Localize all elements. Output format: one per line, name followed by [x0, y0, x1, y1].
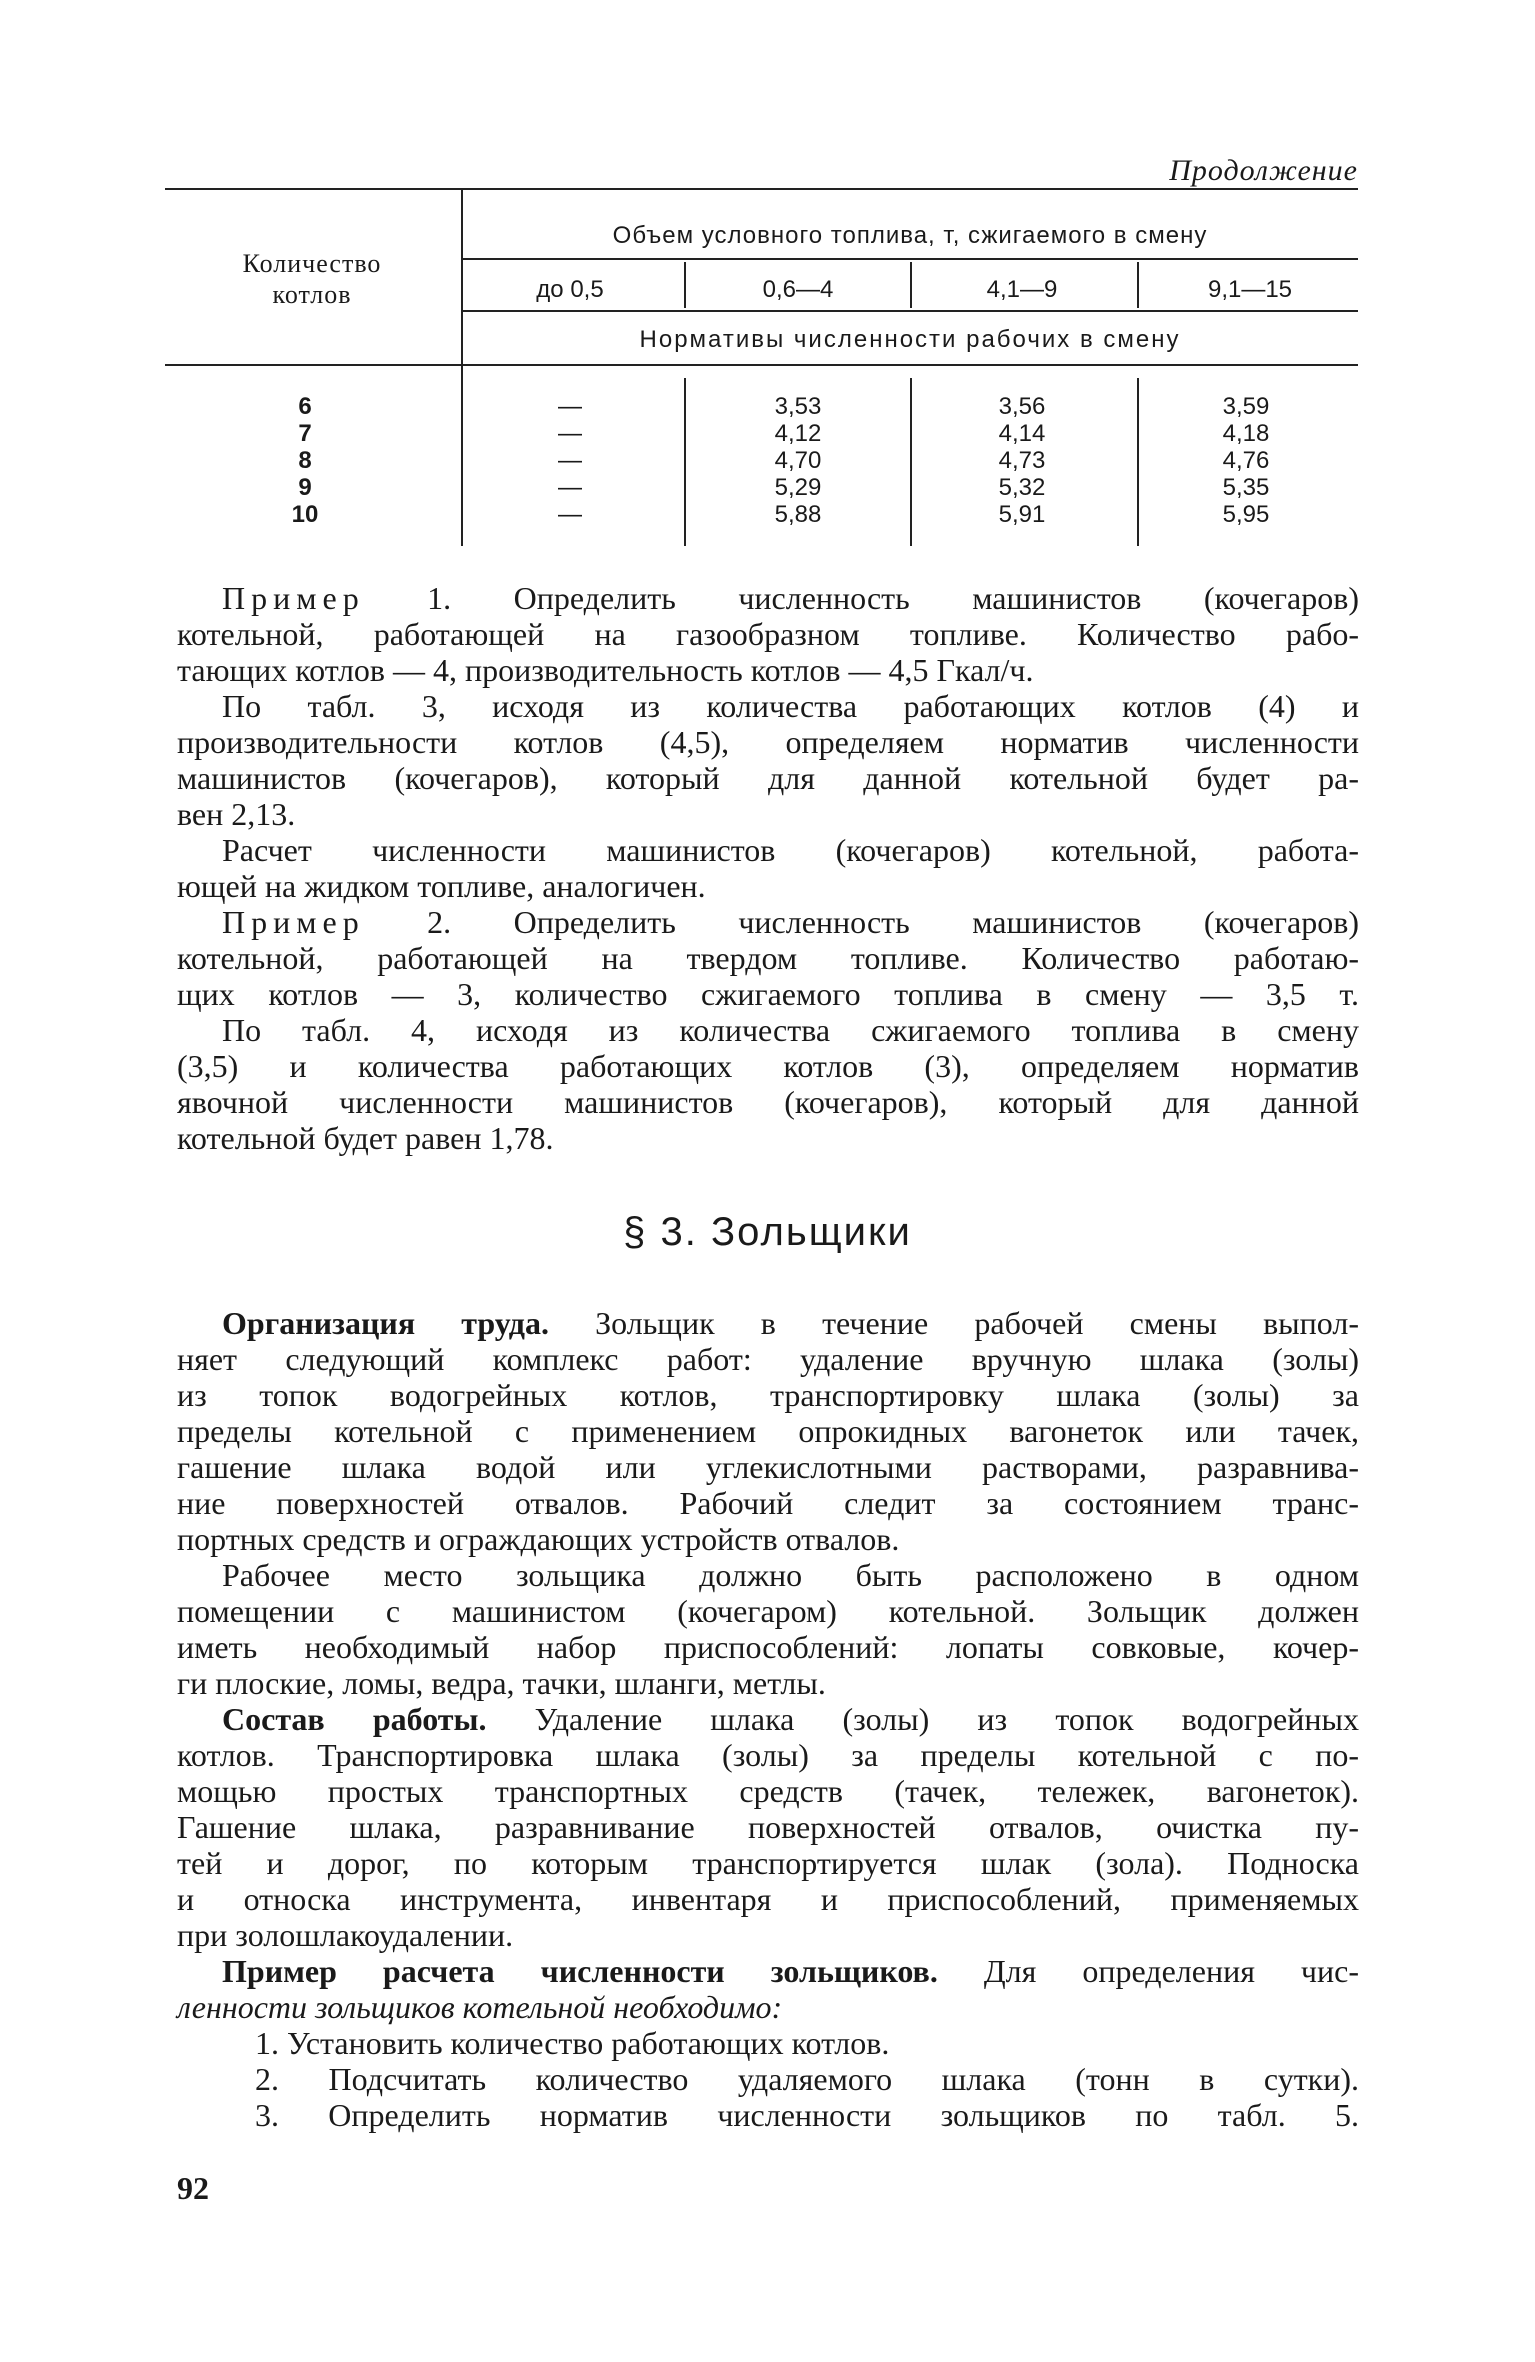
- example-2-lead: Пример: [222, 904, 365, 940]
- table-cell: 5,35: [1222, 474, 1270, 501]
- text-line: Для определения чис-: [937, 1953, 1360, 1989]
- table-cell: 7: [298, 420, 312, 447]
- example-1-paragraph: [177, 580, 1359, 617]
- boilers-header: [165, 248, 459, 310]
- text-line: производительности котлов (4,5), определяем норматив численности: [177, 724, 1359, 760]
- text-line: машинистов (кочегаров), который для данной котельной будет ра-: [177, 760, 1359, 796]
- text-line: явочной численности машинистов (кочегаров), который для данной: [177, 1084, 1359, 1120]
- text-line: 1. Определить численность машинистов (кочегаров): [364, 580, 1359, 616]
- text-line: мощью простых транспортных средств (тачек, тележек, вагонеток).: [177, 1773, 1359, 1809]
- table-cell: 3,56: [998, 393, 1046, 420]
- table-cell: —: [558, 393, 582, 420]
- text-line: пределы котельной с применением опрокидных вагонеток или тачек,: [177, 1413, 1359, 1449]
- table-cell: 4,73: [998, 447, 1046, 474]
- table-cell: 10: [291, 501, 319, 528]
- text-line: котлов. Транспортировка шлака (золы) за пределы котельной с по-: [177, 1737, 1359, 1773]
- work-composition-paragraph: [177, 1701, 1359, 1738]
- text-line: котельной будет равен 1,78.: [177, 1120, 554, 1156]
- step-item: 3. Определить норматив численности зольщиков по табл. 5.: [255, 2097, 1359, 2133]
- text-line: иметь необходимый набор приспособлений: лопаты совковые, кочер-: [177, 1629, 1359, 1665]
- step-item: 1. Установить количество работающих котлов.: [255, 2025, 890, 2061]
- table-cell: 9: [298, 474, 312, 501]
- table-columns-rule: [463, 310, 1358, 312]
- column-header-3: 4,1—9: [986, 276, 1058, 303]
- column-header-1: до 0,5: [536, 276, 604, 303]
- text-line: По табл. 3, исходя из количества работающих котлов (4) и: [222, 688, 1359, 724]
- calculation-lead: Пример расчета численности зольщиков.: [222, 1953, 938, 1989]
- text-line: Расчет численности машинистов (кочегаров) котельной, работа-: [222, 832, 1359, 868]
- text-line: из топок водогрейных котлов, транспортировку шлака (золы) за: [177, 1377, 1359, 1413]
- organization-lead: Организация труда.: [222, 1305, 549, 1341]
- norms-subheader: Нормативы численности рабочих в смену: [639, 326, 1181, 353]
- values-column-4: [1196, 393, 1296, 528]
- table-cell: 4,14: [998, 420, 1046, 447]
- table-cell: —: [558, 420, 582, 447]
- boilers-column: [265, 393, 345, 528]
- continuation-label: Продолжение: [1169, 154, 1358, 187]
- text-line: няет следующий комплекс работ: удаление вручную шлака (золы): [177, 1341, 1359, 1377]
- values-column-3: [972, 393, 1072, 528]
- table-cell: 4,12: [774, 420, 822, 447]
- text-line: котельной, работающей на твердом топливе. Количество работаю-: [177, 940, 1359, 976]
- table-top-rule: [165, 188, 1358, 190]
- text-line: тей и дорог, по которым транспортируется шлак (зола). Подноска: [177, 1845, 1359, 1881]
- table-cell: —: [558, 474, 582, 501]
- text-line: ние поверхностей отвалов. Рабочий следит за состоянием транс-: [177, 1485, 1359, 1521]
- text-line: ющей на жидком топливе, аналогичен.: [177, 868, 706, 904]
- table-cell: 8: [298, 447, 312, 474]
- text-line: Удаление шлака (золы) из топок водогрейных: [486, 1701, 1360, 1737]
- column-header-2: 0,6—4: [762, 276, 834, 303]
- text-line: гашение шлака водой или углекислотными растворами, разравнива-: [177, 1449, 1359, 1485]
- table-body-divider-1: [684, 378, 686, 546]
- table-divider-col1: [684, 262, 686, 308]
- text-line: Зольщик в течение рабочей смены выпол-: [548, 1305, 1360, 1341]
- boilers-header-line1: Количество: [242, 249, 382, 278]
- text-line: тающих котлов — 4, производительность котлов — 4,5 Гкал/ч.: [177, 652, 1034, 688]
- table-cell: 5,88: [774, 501, 822, 528]
- table-body-divider-2: [910, 378, 912, 546]
- text-line: Гашение шлака, разравнивание поверхностей отвалов, очистка пу-: [177, 1809, 1359, 1845]
- text-line: вен 2,13.: [177, 796, 296, 832]
- table-cell: 5,29: [774, 474, 822, 501]
- text-line: при золошлакоудалении.: [177, 1917, 514, 1953]
- text-line: 2. Определить численность машинистов (кочегаров): [364, 904, 1359, 940]
- column-header-4: 9,1—15: [1207, 276, 1293, 303]
- text-line: ленности зольщиков котельной необходимо:: [177, 1989, 783, 2025]
- table-group-rule: [463, 258, 1358, 260]
- fuel-volume-header: Объем условного топлива, т, сжигаемого в смену: [612, 222, 1208, 249]
- organization-paragraph: [177, 1305, 1359, 1342]
- text-line: щих котлов — 3, количество сжигаемого топлива в смену — 3,5 т.: [177, 976, 1359, 1012]
- table-cell: —: [558, 501, 582, 528]
- table-header-rule: [165, 364, 1358, 366]
- text-line: Рабочее место зольщика должно быть расположено в одном: [222, 1557, 1359, 1593]
- table-cell: 4,70: [774, 447, 822, 474]
- text-line: портных средств и ограждающих устройств отвалов.: [177, 1521, 900, 1557]
- work-composition-lead: Состав работы.: [222, 1701, 487, 1737]
- text-line: и относка инструмента, инвентаря и приспособлений, применяемых: [177, 1881, 1359, 1917]
- table-body-divider-3: [1137, 378, 1139, 546]
- step-item: 2. Подсчитать количество удаляемого шлака (тонн в сутки).: [255, 2061, 1359, 2097]
- values-column-1: [530, 393, 610, 528]
- table-divider-col3: [1137, 262, 1139, 308]
- text-line: По табл. 4, исходя из количества сжигаемого топлива в смену: [222, 1012, 1359, 1048]
- text-line: (3,5) и количества работающих котлов (3), определяем норматив: [177, 1048, 1359, 1084]
- boilers-header-line2: котлов: [272, 280, 352, 309]
- table-cell: 5,95: [1222, 501, 1270, 528]
- table-cell: —: [558, 447, 582, 474]
- text-line: помещении с машинистом (кочегаром) котельной. Зольщик должен: [177, 1593, 1359, 1629]
- table-cell: 3,59: [1222, 393, 1270, 420]
- table-divider-col2: [910, 262, 912, 308]
- text-line: котельной, работающей на газообразном топливе. Количество рабо-: [177, 616, 1359, 652]
- table-cell: 5,32: [998, 474, 1046, 501]
- table-cell: 5,91: [998, 501, 1046, 528]
- example-2-paragraph: [177, 904, 1359, 941]
- values-column-2: [748, 393, 848, 528]
- table-divider-boilers: [461, 188, 463, 546]
- text-line: ги плоские, ломы, ведра, тачки, шланги, метлы.: [177, 1665, 826, 1701]
- section-title: § 3. Зольщики: [623, 1210, 912, 1254]
- calculation-paragraph: [177, 1953, 1359, 1990]
- table-cell: 4,18: [1222, 420, 1270, 447]
- table-cell: 3,53: [774, 393, 822, 420]
- table-cell: 4,76: [1222, 447, 1270, 474]
- example-1-lead: Пример: [222, 580, 365, 616]
- page-number: 92: [177, 2170, 209, 2206]
- table-cell: 6: [298, 393, 312, 420]
